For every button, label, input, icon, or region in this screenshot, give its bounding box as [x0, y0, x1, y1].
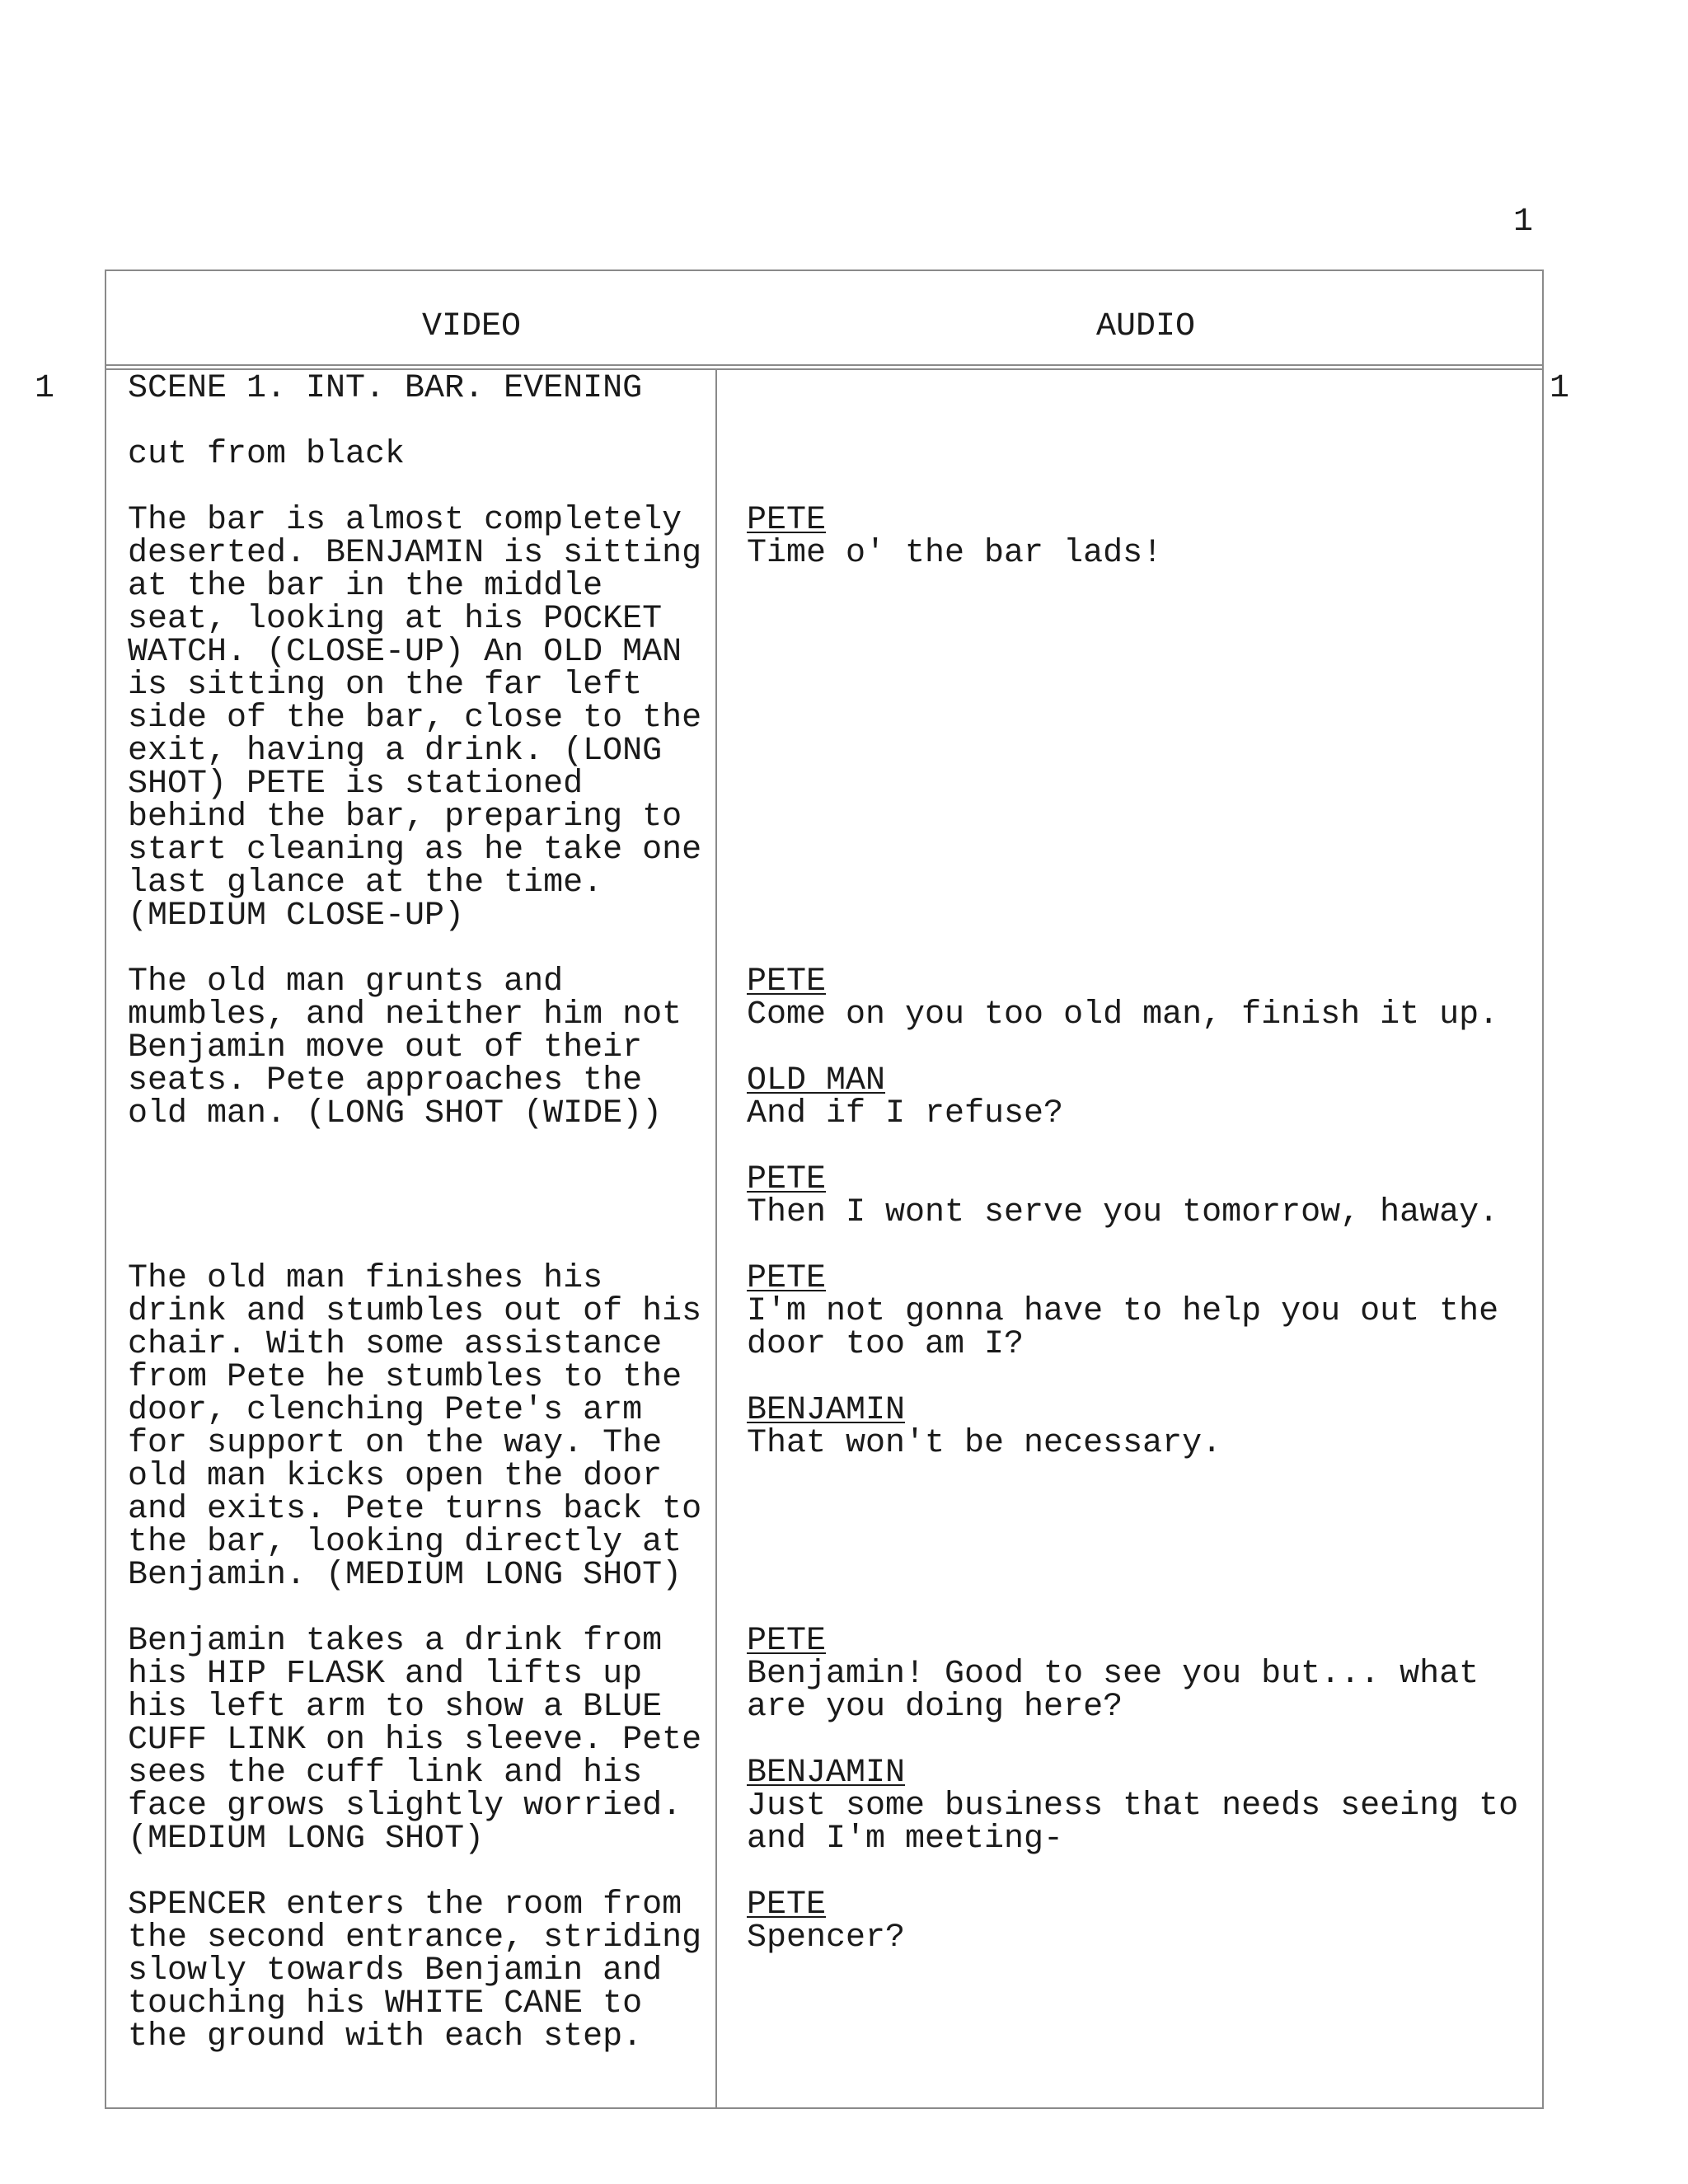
audio-speaker: PETE	[747, 963, 827, 1001]
scene-number-right: 1	[1550, 370, 1570, 407]
video-transition: cut from black	[128, 436, 406, 473]
audio-dialogue: Benjamin! Good to see you but... what are you doing here?	[747, 1656, 1479, 1726]
audio-speaker: BENJAMIN	[747, 1392, 906, 1429]
audio-dialogue: I'm not gonna have to help you out the door too am I?	[747, 1293, 1499, 1363]
audio-dialogue: Then I wont serve you tomorrow, haway.	[747, 1194, 1499, 1231]
video-column-header: VIDEO	[422, 308, 522, 345]
audio-speaker: BENJAMIN	[747, 1755, 906, 1792]
audio-dialogue: Time o' the bar lads!	[747, 535, 1163, 572]
audio-dialogue: Come on you too old man, finish it up.	[747, 996, 1499, 1033]
audio-column-header: AUDIO	[1096, 308, 1196, 345]
audio-speaker: OLD MAN	[747, 1062, 886, 1099]
audio-speaker: PETE	[747, 1623, 827, 1660]
video-scene-heading: SCENE 1. INT. BAR. EVENING	[128, 370, 643, 407]
scene-number-left: 1	[35, 370, 55, 407]
video-paragraph: SPENCER enters the room from the second entrance, striding slowly towards Benjamin and touching his WHITE CANE to the ground with each step.	[128, 1886, 702, 2055]
header-divider-top	[105, 364, 1544, 366]
video-paragraph: Benjamin takes a drink from his HIP FLASK and lifts up his left arm to show a BLUE CUFF LINK on his sleeve. Pete sees the cuff link and his face grows slightly worried. (MEDIUM LONG SHOT)	[128, 1623, 702, 1858]
audio-dialogue: And if I refuse?	[747, 1095, 1064, 1132]
audio-dialogue: Spencer?	[747, 1919, 906, 1957]
audio-dialogue: That won't be necessary.	[747, 1425, 1222, 1462]
page-number: 1	[1513, 204, 1534, 241]
audio-dialogue: Just some business that needs seeing to and I'm meeting-	[747, 1788, 1519, 1858]
audio-speaker: PETE	[747, 1886, 827, 1924]
audio-speaker: PETE	[747, 502, 827, 539]
video-paragraph: The old man grunts and mumbles, and neither him not Benjamin move out of their seats. Pete approaches the old man. (LONG SHOT (WIDE))	[128, 963, 682, 1132]
audio-speaker: PETE	[747, 1260, 827, 1297]
audio-speaker: PETE	[747, 1161, 827, 1198]
column-divider	[715, 368, 717, 2109]
video-paragraph: The old man finishes his drink and stumbles out of his chair. With some assistance from Pete he stumbles to the door, clenching Pete's arm for support on the way. The old man kicks open the door and exits. Pete turns back to the bar, looking directly at Benjamin. (MEDIUM LONG SHOT)	[128, 1260, 702, 1594]
video-paragraph: The bar is almost completely deserted. BENJAMIN is sitting at the bar in the middle seat, looking at his POCKET WATCH. (CLOSE-UP) An OLD MAN is sitting on the far left side of the bar, close to the exit, having a drink. (LONG SHOT) PETE is stationed behind the bar, preparing to start cleaning as he take one last glance at the time. (MEDIUM CLOSE-UP)	[128, 502, 702, 935]
